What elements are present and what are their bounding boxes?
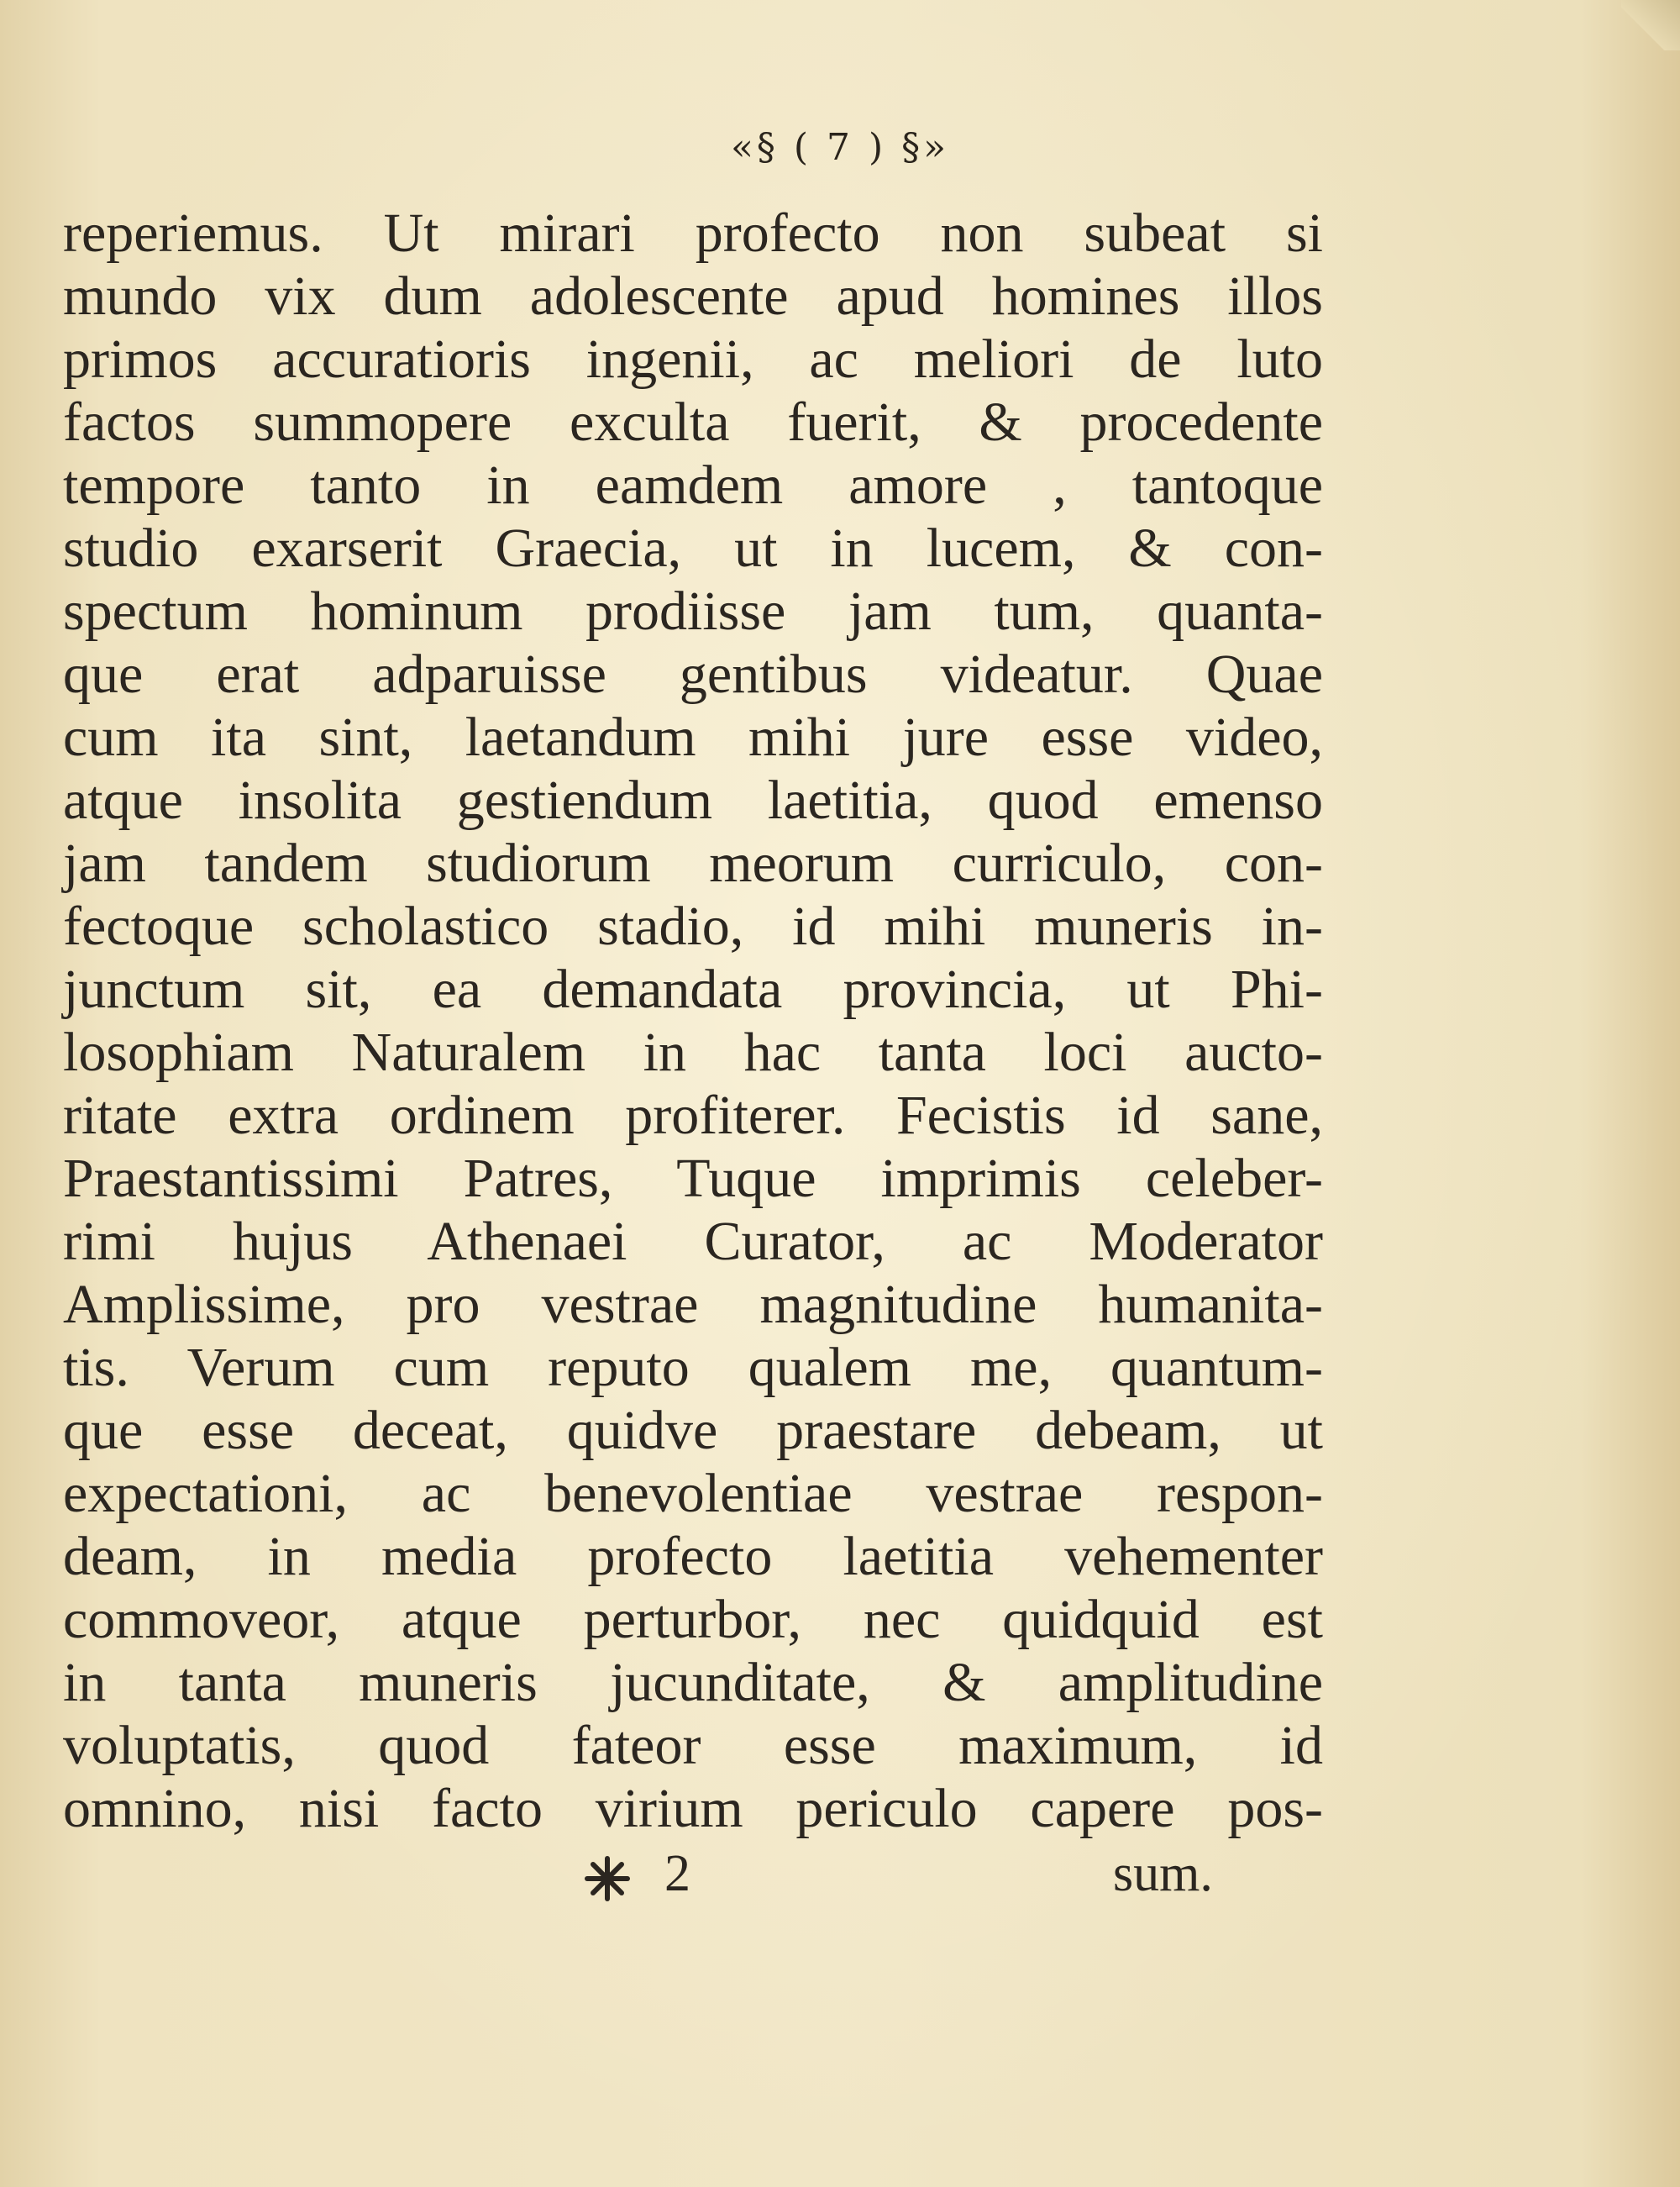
text-line: fectoque scholastico stadio, id mihi muneris in- xyxy=(63,896,1323,957)
asterism-ornament-icon xyxy=(584,1855,631,1902)
text-line: cum ita sint, laetandum mihi jure esse video, xyxy=(63,707,1323,768)
text-line: que esse deceat, quidve praestare debeam, ut xyxy=(63,1400,1323,1461)
text-line: Praestantissimi Patres, Tuque imprimis celeber- xyxy=(63,1148,1323,1209)
text-line: in tanta muneris jucunditate, & amplitudine xyxy=(63,1652,1323,1713)
text-line: jam tandem studiorum meorum curriculo, con- xyxy=(63,833,1323,894)
text-line: tempore tanto in eamdem amore , tantoque xyxy=(63,455,1323,516)
page-corner-fold xyxy=(1621,0,1680,50)
text-line: factos summopere exculta fuerit, & procedente xyxy=(63,392,1323,453)
page-header: «§ ( 7 ) §» xyxy=(730,126,950,169)
text-line: tis. Verum cum reputo qualem me, quantum- xyxy=(63,1337,1323,1398)
text-line: junctum sit, ea demandata provincia, ut Phi- xyxy=(63,959,1323,1020)
text-line: studio exarserit Graecia, ut in lucem, & con- xyxy=(63,518,1323,579)
text-line: reperiemus. Ut mirari profecto non subeat si xyxy=(63,202,1323,264)
text-line: Amplissime, pro vestrae magnitudine humanita- xyxy=(63,1274,1323,1335)
body-text xyxy=(63,202,1323,1840)
text-line: ritate extra ordinem profiterer. Fecistis id sane, xyxy=(63,1085,1323,1146)
signature-number: 2 xyxy=(664,1845,690,1902)
page-footer xyxy=(0,1840,1680,1907)
text-line: spectum hominum prodiisse jam tum, quanta- xyxy=(63,581,1323,642)
text-line: omnino, nisi facto virium periculo capere pos- xyxy=(63,1778,1323,1839)
text-line: mundo vix dum adolescente apud homines illos xyxy=(63,265,1323,327)
signature-mark xyxy=(584,1840,752,1907)
text-line: losophiam Naturalem in hac tanta loci aucto- xyxy=(63,1022,1323,1083)
catchword: sum. xyxy=(1113,1845,1213,1902)
text-line: primos accuratioris ingenii, ac meliori de luto xyxy=(63,329,1323,390)
text-line: voluptatis, quod fateor esse maximum, id xyxy=(63,1715,1323,1776)
text-line: deam, in media profecto laetitia vehementer xyxy=(63,1526,1323,1587)
text-line: commoveor, atque perturbor, nec quidquid est xyxy=(63,1589,1323,1650)
text-line: atque insolita gestiendum laetitia, quod emenso xyxy=(63,770,1323,831)
text-line: rimi hujus Athenaei Curator, ac Moderator xyxy=(63,1211,1323,1272)
text-line: que erat adparuisse gentibus videatur. Quae xyxy=(63,644,1323,705)
text-line: expectationi, ac benevolentiae vestrae respon- xyxy=(63,1463,1323,1524)
